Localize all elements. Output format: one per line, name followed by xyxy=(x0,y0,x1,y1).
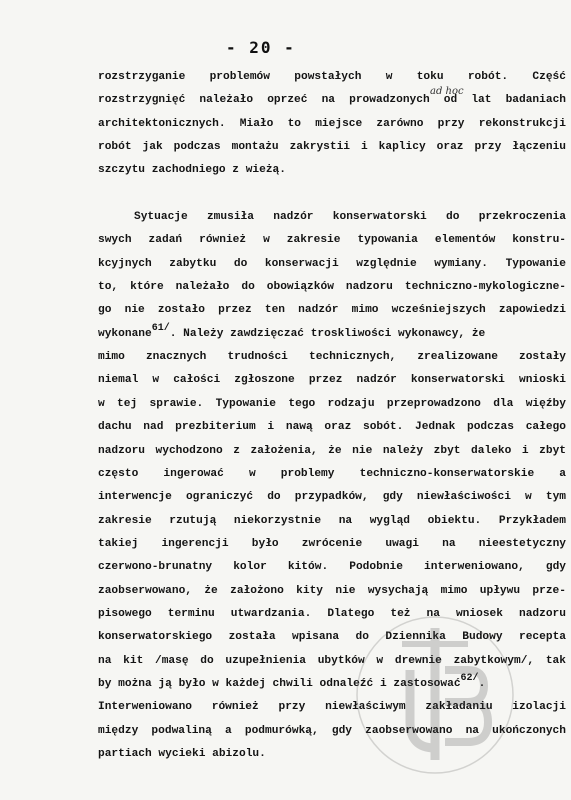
text-line: szczytu zachodniego z wieżą. xyxy=(98,164,286,177)
text-fragment: by można ją było w każdej chwili odnaleźć i zastosować xyxy=(98,677,461,690)
text-fragment: wykonane xyxy=(98,327,152,340)
footnote-ref-62: 62/ xyxy=(460,672,479,684)
text-line: interwencje ograniczyć do przypadków, gdy niewłaściwości w tym xyxy=(98,491,566,504)
text-line: architektonicznych. Miało to miejsce zarówno przy rekonstrukcji xyxy=(98,117,566,130)
text-line: konserwatorskiego została wpisana do Dziennika Budowy recepta xyxy=(98,631,566,644)
text-line: zakresie rzutują niekorzystnie na wygląd obiektu. Przykładem xyxy=(98,514,566,527)
text-line: takiej ingerencji było zwrócenie uwagi na nieestetyczny xyxy=(98,537,566,550)
text-line: nadzoru wychodzono z założenia, że nie należy zbyt daleko i zbyt xyxy=(98,444,566,457)
text-line: czerwono-brunatny kolor kitów. Podobnie interweniowano, gdy xyxy=(98,561,566,574)
paragraph-1 xyxy=(98,66,566,183)
text-line: to, które należało do obowiązków nadzoru techniczno-mykologiczne- xyxy=(98,281,566,294)
text-line: Interweniowano również przy niewłaściwym zakładaniu izolacji xyxy=(98,701,566,714)
text-line: rozstrzyganie problemów powstałych w toku robót. Część xyxy=(98,71,566,83)
text-line-footnote-62 xyxy=(98,673,566,696)
text-line: pisowego terminu utwardzania. Dlatego też na wniosek nadzoru xyxy=(98,607,566,620)
text-line: często ingerować w problemy techniczno-konserwatorskie a xyxy=(98,467,566,480)
typewritten-body xyxy=(98,66,566,766)
text-line: mimo znacznych trudności technicznych, zrealizowane zostały xyxy=(98,351,566,364)
text-line: robót jak podczas montażu zakrystii i kaplicy oraz przy łączeniu xyxy=(98,141,566,154)
text-line: zaobserwowano, że założono kity nie wysychają mimo upływu prze- xyxy=(98,584,566,597)
text-line: rozstrzygnięć należało oprzeć na prowadzonych od lat badaniach xyxy=(98,94,566,107)
text-line: dachu nad prezbiterium i nawą oraz sobót. Jednak podczas całego xyxy=(98,421,566,434)
page-number: - 20 - xyxy=(226,38,296,57)
text-line: go nie zostało przez ten nadzór mimo wcześniejszych zapowiedzi xyxy=(98,304,566,317)
paragraph-2 xyxy=(98,206,566,766)
text-fragment: . xyxy=(478,677,486,690)
text-line: na kit /masę do uzupełnienia ubytków w drewnie zabytkowym/, tak xyxy=(98,654,566,667)
handwritten-annotation: ad hoc xyxy=(430,86,464,97)
text-line-footnote-61 xyxy=(98,323,566,346)
text-line: swych zadań również w zakresie typowania elementów konstru- xyxy=(98,234,566,247)
text-line: partiach wycieki abizolu. xyxy=(98,747,266,760)
text-line: kcyjnych zabytku do konserwacji względnie wymiany. Typowanie xyxy=(98,257,566,270)
text-line: w tej sprawie. Typowanie tego rodzaju przeprowadzono dla więźby xyxy=(98,397,566,410)
text-line: między podwaliną a podmurówką, gdy zaobserwowano na ukończonych xyxy=(98,724,566,737)
text-fragment: . Należy zawdzięczać troskliwości wykonawcy, że xyxy=(169,327,486,340)
text-line: niemal w całości zgłoszone przez nadzór konserwatorski wnioski xyxy=(98,374,566,387)
footnote-ref-61: 61/ xyxy=(151,322,170,334)
text-line: Sytuacje zmusiła nadzór konserwatorski do przekroczenia xyxy=(134,211,566,224)
